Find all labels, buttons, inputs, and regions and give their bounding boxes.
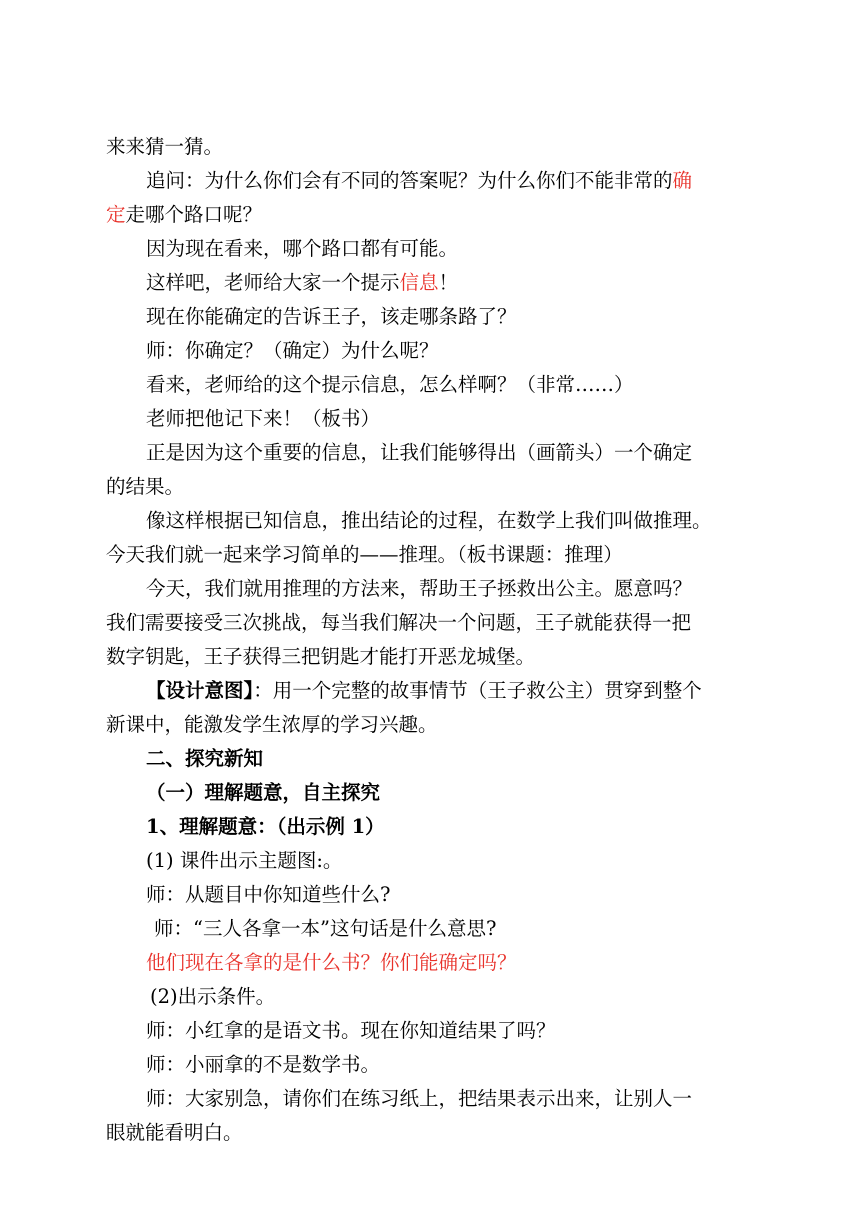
paragraph-line: 正是因为这个重要的信息，让我们能够得出（画箭头）一个确定 <box>146 441 693 464</box>
paragraph-line: 师：“三人各拿一本”这句话是什么意思? <box>154 917 497 940</box>
highlighted-text: 定 <box>106 203 126 226</box>
subsection-heading: 1、理解题意：（出示例 1） <box>146 815 385 838</box>
section-heading: 二、探究新知 <box>146 747 264 770</box>
paragraph-line: 眼就能看明白。 <box>106 1121 243 1144</box>
paragraph-line: (2)出示条件。 <box>150 985 276 1008</box>
paragraph-line: 像这样根据已知信息，推出结论的过程，在数学上我们叫做推理。 <box>146 509 712 532</box>
document-body <box>106 130 758 1150</box>
paragraph-line: 师：从题目中你知道些什么? <box>146 883 391 906</box>
paragraph-line: 数字钥匙，王子获得三把钥匙才能打开恶龙城堡。 <box>106 645 536 668</box>
text-run: 这样吧，老师给大家一个提示 <box>146 271 400 294</box>
paragraph-line: 我们需要接受三次挑战，每当我们解决一个问题，王子就能获得一把 <box>106 611 692 634</box>
text-run: 追问：为什么你们会有不同的答案呢？为什么你们不能非常的 <box>146 169 673 192</box>
paragraph-line: 来来猜一猜。 <box>106 135 224 158</box>
paragraph-line: 看来，老师给的这个提示信息，怎么样啊？（非常……） <box>146 373 634 396</box>
text-run: 走哪个路口呢？ <box>125 203 263 226</box>
paragraph-line <box>106 198 758 232</box>
text-run: ！ <box>438 271 459 294</box>
highlighted-text: 确 <box>672 169 693 192</box>
paragraph-line <box>106 266 758 300</box>
paragraph-line: 师：小红拿的是语文书。现在你知道结果了吗？ <box>146 1019 556 1042</box>
text-run: ：用一个完整的故事情节（王子救公主）贯穿到整个 <box>253 679 702 702</box>
paragraph-line: 新课中，能激发学生浓厚的学习兴趣。 <box>106 713 438 736</box>
paragraph-line <box>106 164 758 198</box>
highlighted-text: 信息 <box>399 271 439 294</box>
paragraph-line: 今天我们就一起来学习简单的——推理。（板书课题：推理） <box>106 543 623 566</box>
paragraph-line: 老师把他记下来！（板书） <box>146 407 381 430</box>
subsection-heading: （一）理解题意，自主探究 <box>146 781 381 804</box>
paragraph-line: (1) 课件出示主题图:。 <box>146 849 343 872</box>
design-intent-label: 【设计意图】 <box>146 679 254 702</box>
paragraph-line: 现在你能确定的告诉王子，该走哪条路了？ <box>146 305 517 328</box>
paragraph-line: 师：大家别急，请你们在练习纸上，把结果表示出来，让别人一 <box>146 1087 693 1110</box>
paragraph-line: 师：小丽拿的不是数学书。 <box>146 1053 381 1076</box>
paragraph-line: 的结果。 <box>106 475 185 498</box>
paragraph-line <box>106 674 758 708</box>
paragraph-line: 师：你确定？（确定）为什么呢？ <box>146 339 439 362</box>
paragraph-line: 因为现在看来，哪个路口都有可能。 <box>146 237 459 260</box>
highlighted-line: 他们现在各拿的是什么书？你们能确定吗？ <box>146 951 517 974</box>
paragraph-line: 今天，我们就用推理的方法来，帮助王子拯救出公主。愿意吗？ <box>146 577 693 600</box>
